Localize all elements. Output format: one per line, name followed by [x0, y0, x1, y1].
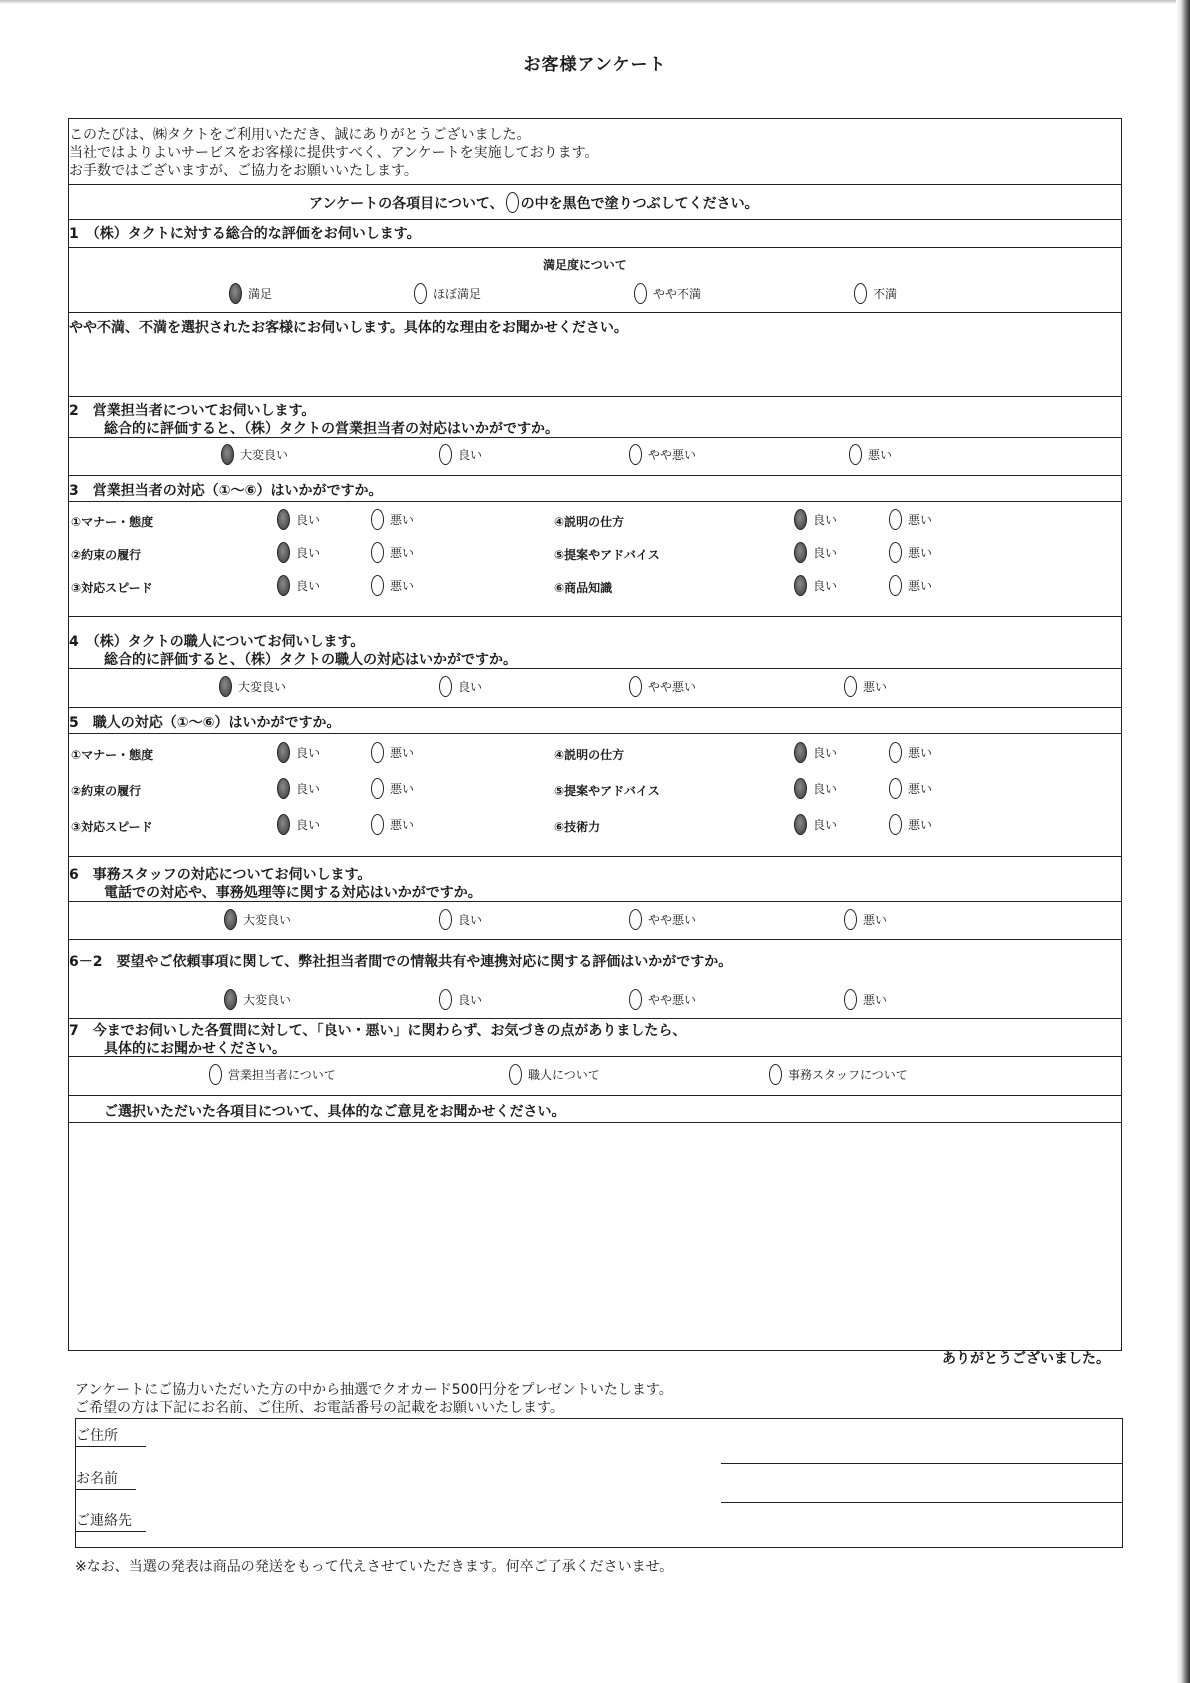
q7-option-1[interactable]: [509, 1064, 600, 1085]
radio-oval-icon: [277, 742, 290, 763]
q4-option-2[interactable]: [629, 676, 696, 697]
option-label: 良い: [458, 913, 483, 927]
option-label: 良い: [296, 746, 321, 760]
option-label: 悪い: [908, 546, 933, 560]
q3-item-5-bad-option[interactable]: [889, 575, 932, 596]
page-title: お客様アンケート: [523, 55, 667, 75]
option-label: 悪い: [868, 448, 893, 462]
option-label: 悪い: [390, 579, 415, 593]
option-label: 不満: [873, 287, 898, 301]
q1-heading: 1 （株）タクトに対する総合的な評価をお伺いします。: [69, 226, 421, 242]
q5-item-1-bad-option[interactable]: [371, 778, 414, 799]
q5-item-0-good-option[interactable]: [277, 742, 320, 763]
divider: [69, 668, 1121, 669]
q4-line-1: 4 （株）タクトの職人についてお伺いします。: [69, 634, 365, 650]
intro-line-2: 当社ではよりよいサービスをお客様に提供すべく、アンケートを実施しております。: [69, 145, 599, 161]
radio-oval-icon: [889, 509, 902, 530]
instruction-before: アンケートの各項目について、: [309, 195, 504, 212]
radio-oval-icon: [277, 575, 290, 596]
radio-oval-icon: [277, 814, 290, 835]
q5-item-label: ③対応スピード: [71, 820, 153, 834]
q62-option-0[interactable]: [224, 989, 291, 1010]
option-label: 良い: [458, 448, 483, 462]
option-label: 職人について: [528, 1068, 600, 1082]
q2-option-3[interactable]: [849, 444, 892, 465]
radio-oval-icon: [439, 444, 452, 465]
q5-item-label: ①マナー・態度: [71, 748, 154, 762]
instruction: [309, 192, 759, 213]
name-label: お名前: [76, 1471, 118, 1487]
radio-oval-icon: [629, 444, 642, 465]
q5-item-4-bad-option[interactable]: [889, 778, 932, 799]
radio-oval-icon: [794, 742, 807, 763]
divider: [69, 901, 1121, 902]
q5-item-label: ②約束の履行: [71, 784, 142, 798]
radio-oval-icon: [371, 509, 384, 530]
footer-note: ※なお、当選の発表は商品の発送をもって代えさせていただきます。何卒ご了承くださいませ。: [75, 1559, 674, 1575]
q5-heading: 5 職人の対応（①～⑥）はいかがですか。: [69, 715, 341, 731]
scan-shadow-edge: [1176, 0, 1190, 1683]
option-label: 大変良い: [243, 993, 292, 1007]
q1-option-1[interactable]: [414, 283, 481, 304]
radio-oval-icon: [794, 778, 807, 799]
thanks-text: ありがとうございました。: [942, 1351, 1110, 1367]
q5-item-2-bad-option[interactable]: [371, 814, 414, 835]
option-label: 事務スタッフについて: [788, 1068, 908, 1082]
radio-oval-icon: [439, 676, 452, 697]
divider: [69, 1018, 1121, 1019]
q6-option-1[interactable]: [439, 909, 482, 930]
q3-heading: 3 営業担当者の対応（①～⑥）はいかがですか。: [69, 483, 383, 499]
q2-line-1: 2 営業担当者についてお伺いします。: [69, 403, 316, 419]
q7-line-1: 7 今までお伺いした各質問に対して、「良い・悪い」に関わらず、お気づきの点がありましたら、: [69, 1023, 687, 1039]
q5-item-0-bad-option[interactable]: [371, 742, 414, 763]
instruction-after: の中を黒色で塗りつぶしてください。: [520, 195, 759, 212]
radio-oval-icon: [854, 283, 867, 304]
radio-oval-icon: [414, 283, 427, 304]
radio-oval-icon: [371, 814, 384, 835]
q2-option-1[interactable]: [439, 444, 482, 465]
q3-item-0-bad-option[interactable]: [371, 509, 414, 530]
option-label: 良い: [813, 513, 838, 527]
option-label: 悪い: [908, 579, 933, 593]
footer-line-2: ご希望の方は下記にお名前、ご住所、お電話番号の記載をお願いいたします。: [75, 1400, 564, 1416]
q3-item-3-bad-option[interactable]: [889, 509, 932, 530]
q3-item-label: ⑥商品知識: [554, 581, 613, 595]
radio-oval-icon: [209, 1064, 222, 1085]
option-label: 悪い: [390, 782, 415, 796]
q5-item-5-good-option[interactable]: [794, 814, 837, 835]
radio-oval-icon: [439, 989, 452, 1010]
footer-line-1: アンケートにご協力いただいた方の中から抽選でクオカード500円分をプレゼントいたします。: [75, 1382, 673, 1398]
q3-item-1-good-option[interactable]: [277, 542, 320, 563]
option-label: 悪い: [863, 680, 888, 694]
divider: [69, 501, 1121, 502]
radio-oval-icon: [889, 742, 902, 763]
q1-option-2[interactable]: [634, 283, 701, 304]
option-label: 良い: [296, 546, 321, 560]
option-label: やや悪い: [648, 448, 697, 462]
q5-item-3-good-option[interactable]: [794, 742, 837, 763]
option-label: 良い: [813, 818, 838, 832]
option-label: 良い: [813, 546, 838, 560]
divider: [69, 475, 1121, 476]
q3-item-4-good-option[interactable]: [794, 542, 837, 563]
q5-item-1-good-option[interactable]: [277, 778, 320, 799]
radio-oval-icon: [844, 909, 857, 930]
intro-line-3: お手数ではございますが、ご協力をお願いいたします。: [69, 163, 418, 179]
option-label: 大変良い: [240, 448, 289, 462]
underline: [76, 1531, 146, 1532]
option-label: やや不満: [653, 287, 702, 301]
option-label: 悪い: [390, 546, 415, 560]
radio-oval-icon: [371, 542, 384, 563]
option-label: 良い: [296, 782, 321, 796]
radio-oval-icon: [224, 909, 237, 930]
option-label: 大変良い: [243, 913, 292, 927]
q1-followup: やや不満、不満を選択されたお客様にお伺いします。具体的な理由をお聞かせください。: [69, 320, 628, 336]
radio-oval-icon: [794, 814, 807, 835]
q62-option-2[interactable]: [629, 989, 696, 1010]
radio-oval-icon: [794, 509, 807, 530]
radio-oval-icon: [889, 814, 902, 835]
q5-item-2-good-option[interactable]: [277, 814, 320, 835]
radio-oval-icon: [371, 575, 384, 596]
underline: [76, 1489, 136, 1490]
radio-oval-icon: [439, 909, 452, 930]
q5-item-label: ⑤提案やアドバイス: [554, 784, 660, 798]
q1-option-3[interactable]: [854, 283, 897, 304]
radio-oval-icon: [794, 575, 807, 596]
option-label: 良い: [458, 993, 483, 1007]
q3-item-1-bad-option[interactable]: [371, 542, 414, 563]
q2-line-2: 総合的に評価すると、（株）タクトの営業担当者の対応はいかがですか。: [104, 421, 559, 437]
divider: [69, 856, 1121, 857]
divider: [69, 247, 1121, 248]
q5-item-3-bad-option[interactable]: [889, 742, 932, 763]
q4-option-0[interactable]: [219, 676, 286, 697]
option-label: 良い: [813, 579, 838, 593]
q4-line-2: 総合的に評価すると、（株）タクトの職人の対応はいかがですか。: [104, 652, 517, 668]
radio-oval-icon: [629, 989, 642, 1010]
q5-item-5-bad-option[interactable]: [889, 814, 932, 835]
q1-sublabel: 満足度について: [543, 258, 627, 272]
intro-line-1: このたびは、㈱タクトをご利用いただき、誠にありがとうございました。: [69, 127, 531, 143]
radio-oval-icon: [277, 778, 290, 799]
option-label: やや悪い: [648, 913, 697, 927]
option-label: 良い: [296, 818, 321, 832]
option-label: 悪い: [908, 818, 933, 832]
radio-oval-icon: [371, 778, 384, 799]
divider: [69, 733, 1121, 734]
divider: [69, 707, 1121, 708]
divider: [69, 219, 1121, 220]
radio-oval-icon: [634, 283, 647, 304]
q3-item-label: ①マナー・態度: [71, 515, 154, 529]
q5-item-4-good-option[interactable]: [794, 778, 837, 799]
q5-item-label: ④説明の仕方: [554, 748, 625, 762]
q3-item-2-good-option[interactable]: [277, 575, 320, 596]
option-label: 悪い: [908, 746, 933, 760]
q6-line-2: 電話での対応や、事務処理等に関する対応はいかがですか。: [104, 885, 482, 901]
radio-oval-icon: [221, 444, 234, 465]
radio-oval-icon: [229, 283, 242, 304]
q6-option-2[interactable]: [629, 909, 696, 930]
divider: [69, 312, 1121, 313]
address-label: ご住所: [76, 1428, 118, 1444]
option-label: 良い: [813, 746, 838, 760]
contact-box: [75, 1418, 1123, 1548]
option-label: ほぼ満足: [433, 287, 482, 301]
radio-oval-icon: [277, 509, 290, 530]
underline: [76, 1446, 146, 1447]
option-label: 大変良い: [238, 680, 287, 694]
option-label: やや悪い: [648, 993, 697, 1007]
radio-oval-icon: [219, 676, 232, 697]
q4-option-1[interactable]: [439, 676, 482, 697]
option-label: 悪い: [390, 746, 415, 760]
comment-area[interactable]: [69, 1123, 1121, 1348]
option-label: 悪い: [390, 818, 415, 832]
radio-oval-icon: [277, 542, 290, 563]
survey-form: [68, 118, 1122, 1351]
radio-oval-icon: [629, 676, 642, 697]
q62-heading: 6－2 要望やご依頼事項に関して、弊社担当者間での情報共有や連携対応に関する評価はいかがですか。: [69, 954, 733, 970]
q3-item-2-bad-option[interactable]: [371, 575, 414, 596]
option-label: 悪い: [863, 913, 888, 927]
radio-oval-icon: [889, 778, 902, 799]
q5-item-label: ⑥技術力: [554, 820, 601, 834]
q7-option-2[interactable]: [769, 1064, 908, 1085]
radio-oval-icon: [889, 575, 902, 596]
divider: [69, 184, 1121, 185]
q3-item-4-bad-option[interactable]: [889, 542, 932, 563]
divider: [69, 1095, 1121, 1096]
radio-oval-icon: [889, 542, 902, 563]
q6-line-1: 6 事務スタッフの対応についてお伺いします。: [69, 867, 372, 883]
q6-option-3[interactable]: [844, 909, 887, 930]
q3-item-label: ⑤提案やアドバイス: [554, 548, 660, 562]
sample-oval-icon: [506, 192, 519, 213]
q3-item-0-good-option[interactable]: [277, 509, 320, 530]
radio-oval-icon: [629, 909, 642, 930]
q2-option-0[interactable]: [221, 444, 288, 465]
q3-item-5-good-option[interactable]: [794, 575, 837, 596]
q7-comment-prompt: ご選択いただいた各項目について、具体的なご意見をお聞かせください。: [104, 1104, 566, 1120]
option-label: 悪い: [908, 782, 933, 796]
q4-option-3[interactable]: [844, 676, 887, 697]
q2-option-2[interactable]: [629, 444, 696, 465]
address-line[interactable]: [721, 1463, 1123, 1464]
scan-shadow-top: [0, 0, 1190, 4]
option-label: 満足: [248, 287, 273, 301]
divider: [69, 396, 1121, 397]
divider: [69, 1056, 1121, 1057]
option-label: 良い: [296, 579, 321, 593]
q1-option-0[interactable]: [229, 283, 272, 304]
option-label: 悪い: [390, 513, 415, 527]
q3-item-label: ②約束の履行: [71, 548, 142, 562]
divider: [69, 939, 1121, 940]
radio-oval-icon: [769, 1064, 782, 1085]
radio-oval-icon: [844, 676, 857, 697]
radio-oval-icon: [224, 989, 237, 1010]
q62-option-1[interactable]: [439, 989, 482, 1010]
radio-oval-icon: [509, 1064, 522, 1085]
radio-oval-icon: [794, 542, 807, 563]
q3-item-label: ③対応スピード: [71, 581, 153, 595]
q6-option-0[interactable]: [224, 909, 291, 930]
option-label: 悪い: [863, 993, 888, 1007]
option-label: 悪い: [908, 513, 933, 527]
option-label: 営業担当者について: [228, 1068, 336, 1082]
radio-oval-icon: [849, 444, 862, 465]
option-label: やや悪い: [648, 680, 697, 694]
option-label: 良い: [458, 680, 483, 694]
contact-label: ご連絡先: [76, 1513, 132, 1529]
divider: [69, 437, 1121, 438]
q3-item-label: ④説明の仕方: [554, 515, 625, 529]
radio-oval-icon: [371, 742, 384, 763]
q7-line-2: 具体的にお聞かせください。: [104, 1041, 286, 1057]
q7-option-0[interactable]: [209, 1064, 336, 1085]
q3-item-3-good-option[interactable]: [794, 509, 837, 530]
q62-option-3[interactable]: [844, 989, 887, 1010]
name-line[interactable]: [721, 1502, 1123, 1503]
option-label: 良い: [813, 782, 838, 796]
divider: [69, 616, 1121, 617]
option-label: 良い: [296, 513, 321, 527]
radio-oval-icon: [844, 989, 857, 1010]
